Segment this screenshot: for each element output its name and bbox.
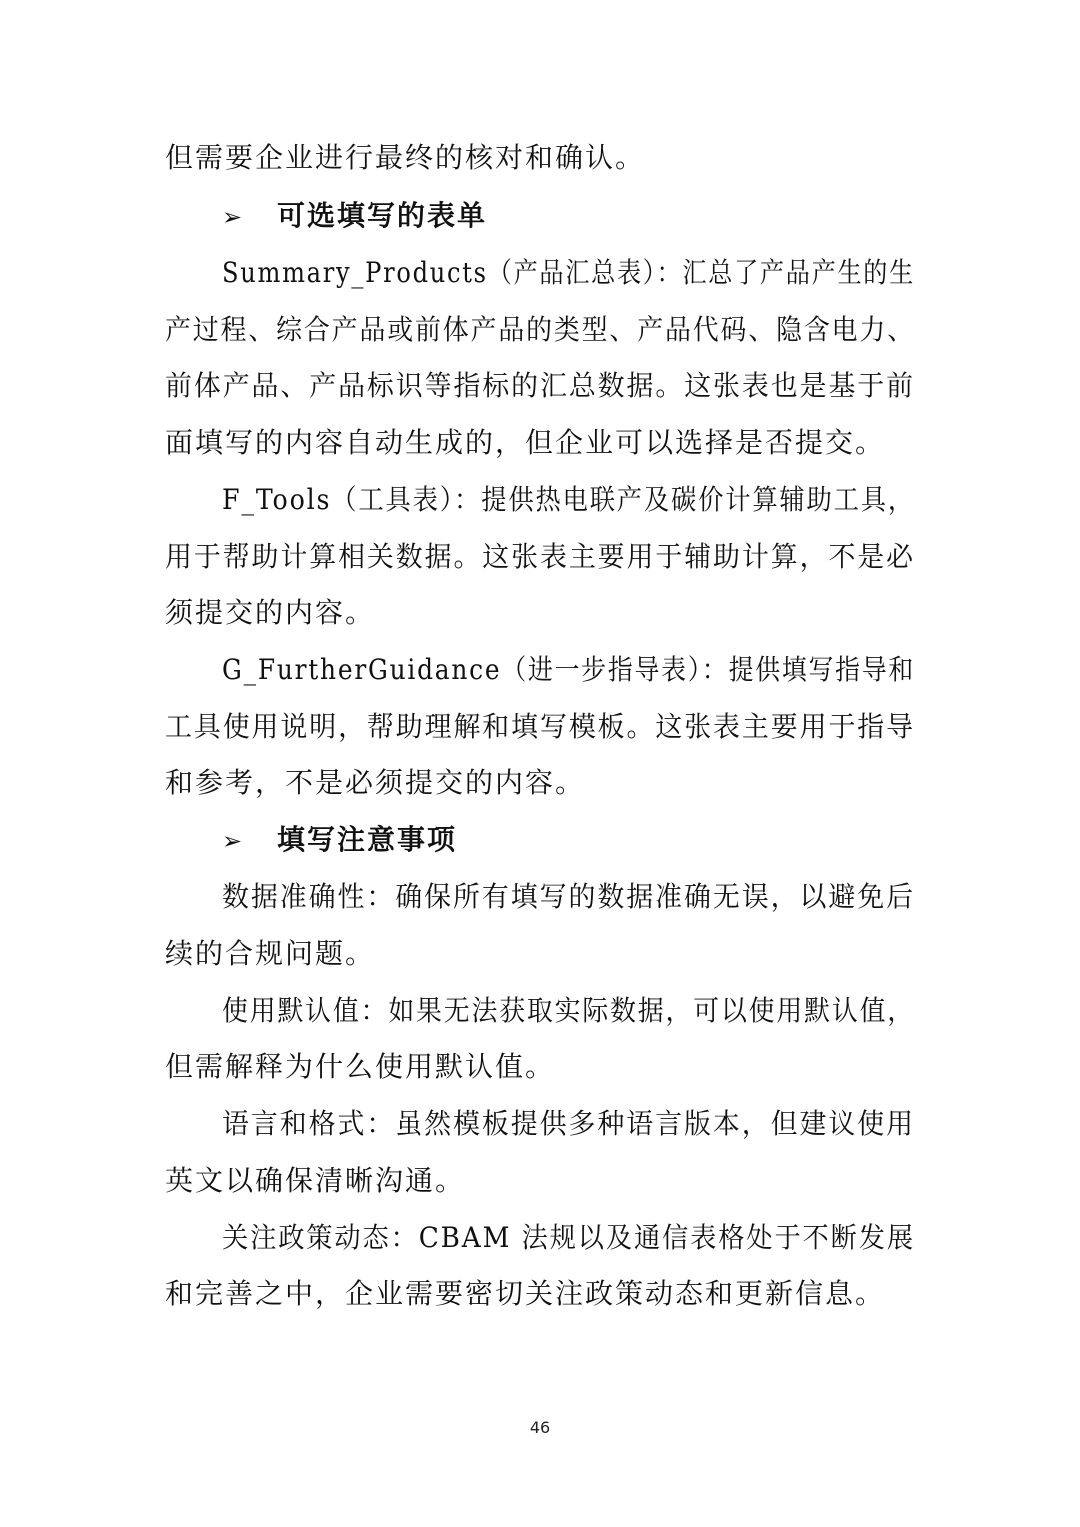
paragraph-line: 但需解释为什么使用默认值。 [165,1050,556,1083]
heading-arrow-icon: ➢ [222,203,243,231]
section-heading-optional-forms: 可选填写的表单 [277,199,488,232]
paragraph-line: 面填写的内容自动生成的，但企业可以选择是否提交。 [165,426,886,459]
paragraph-line: 语言和格式：虽然模板提供多种语言版本，但建议使用 [222,1107,916,1140]
paragraph-line: 数据准确性：确保所有填写的数据准确无误，以避免后 [222,880,916,913]
paragraph-line: 前体产品、产品标识等指标的汇总数据。这张表也是基于前 [165,369,915,402]
paragraph-line: 但需要企业进行最终的核对和确认。 [165,141,646,174]
paragraph-line: 和参考，不是必须提交的内容。 [165,766,586,799]
heading-arrow-icon: ➢ [222,827,243,855]
paragraph-line: Summary_Products（产品汇总表）：汇总了产品产生的生 [222,256,915,289]
paragraph-line: 产过程、综合产品或前体产品的类型、产品代码、隐含电力、 [165,313,915,346]
paragraph-line: F_Tools（工具表）：提供热电联产及碳价计算辅助工具， [222,483,915,516]
paragraph-line: 用于帮助计算相关数据。这张表主要用于辅助计算，不是必 [165,540,915,573]
section-heading-filling-notes: 填写注意事项 [277,823,458,856]
paragraph-line: 工具使用说明，帮助理解和填写模板。这张表主要用于指导 [165,710,915,743]
paragraph-line: 须提交的内容。 [165,596,376,629]
paragraph-line: 使用默认值：如果无法获取实际数据，可以使用默认值， [222,994,916,1027]
paragraph-line: 关注政策动态：CBAM 法规以及通信表格处于不断发展 [222,1221,915,1254]
page-number: 46 [529,1418,551,1437]
paragraph-line: 英文以确保清晰沟通。 [165,1164,466,1197]
paragraph-line: 和完善之中，企业需要密切关注政策动态和更新信息。 [165,1277,886,1310]
paragraph-line: 续的合规问题。 [165,937,376,970]
paragraph-line: G_FurtherGuidance（进一步指导表）：提供填写指导和 [222,653,915,686]
